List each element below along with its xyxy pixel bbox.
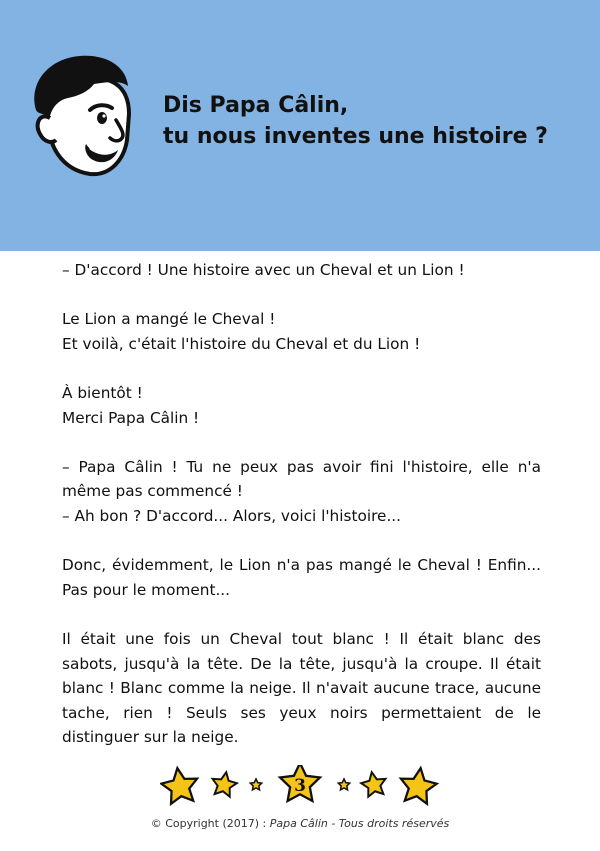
star-icon <box>360 770 388 797</box>
paragraph-1: – D'accord ! Une histoire avec un Cheval et un Lion ! <box>62 261 465 279</box>
star-icon <box>160 766 200 805</box>
paragraph-4 <box>62 455 541 529</box>
star-icon <box>250 779 261 790</box>
paragraph-3 <box>62 381 541 430</box>
star-icon <box>338 779 349 790</box>
paragraph-2-line-2: Et voilà, c'était l'histoire du Cheval et du Lion ! <box>62 334 421 353</box>
star-icon <box>210 770 238 797</box>
star-icon <box>398 766 439 805</box>
paragraph-6: Il était une fois un Cheval tout blanc ! Il était blanc des sabots, jusqu'à la tête. De la tête, jusqu'à la croupe. Il était blanc ! Blanc comme la neige. Il n'avait aucune trace, aucune tache, rien ! Seuls ses yeux noirs permettaient de le distinguer sur la neige. <box>62 629 541 747</box>
copyright-prefix: © Copyright (2017) : <box>150 817 270 830</box>
paragraph-4-line-2: – Ah bon ? D'accord... Alors, voici l'histoire... <box>62 506 402 525</box>
paragraph-4-line-1: – Papa Câlin ! Tu ne peux pas avoir fini l'histoire, elle n'a même pas commencé ! <box>62 457 541 501</box>
title-line-1: Dis Papa Câlin, <box>163 93 349 118</box>
page-title <box>163 90 583 152</box>
story-text <box>62 258 541 750</box>
copyright-notice <box>0 817 600 830</box>
paragraph-3-line-2: Merci Papa Câlin ! <box>62 408 200 427</box>
paragraph-2-line-1: Le Lion a mangé le Cheval ! <box>62 310 276 329</box>
paragraph-3-line-1: À bientôt ! <box>62 383 143 402</box>
paragraph-2 <box>62 307 541 356</box>
page-number: 3 <box>294 776 306 796</box>
copyright-owner: Papa Câlin - Tous droits réservés <box>269 817 450 830</box>
title-line-2: tu nous inventes une histoire ? <box>163 124 548 149</box>
header-banner <box>0 0 600 251</box>
paragraph-5: Donc, évidemment, le Lion n'a pas mangé le Cheval ! Enfin... Pas pour le moment... <box>62 556 541 599</box>
papa-calin-face-icon <box>28 52 138 182</box>
page-number-stars <box>160 765 440 811</box>
stars-decoration <box>160 765 440 811</box>
